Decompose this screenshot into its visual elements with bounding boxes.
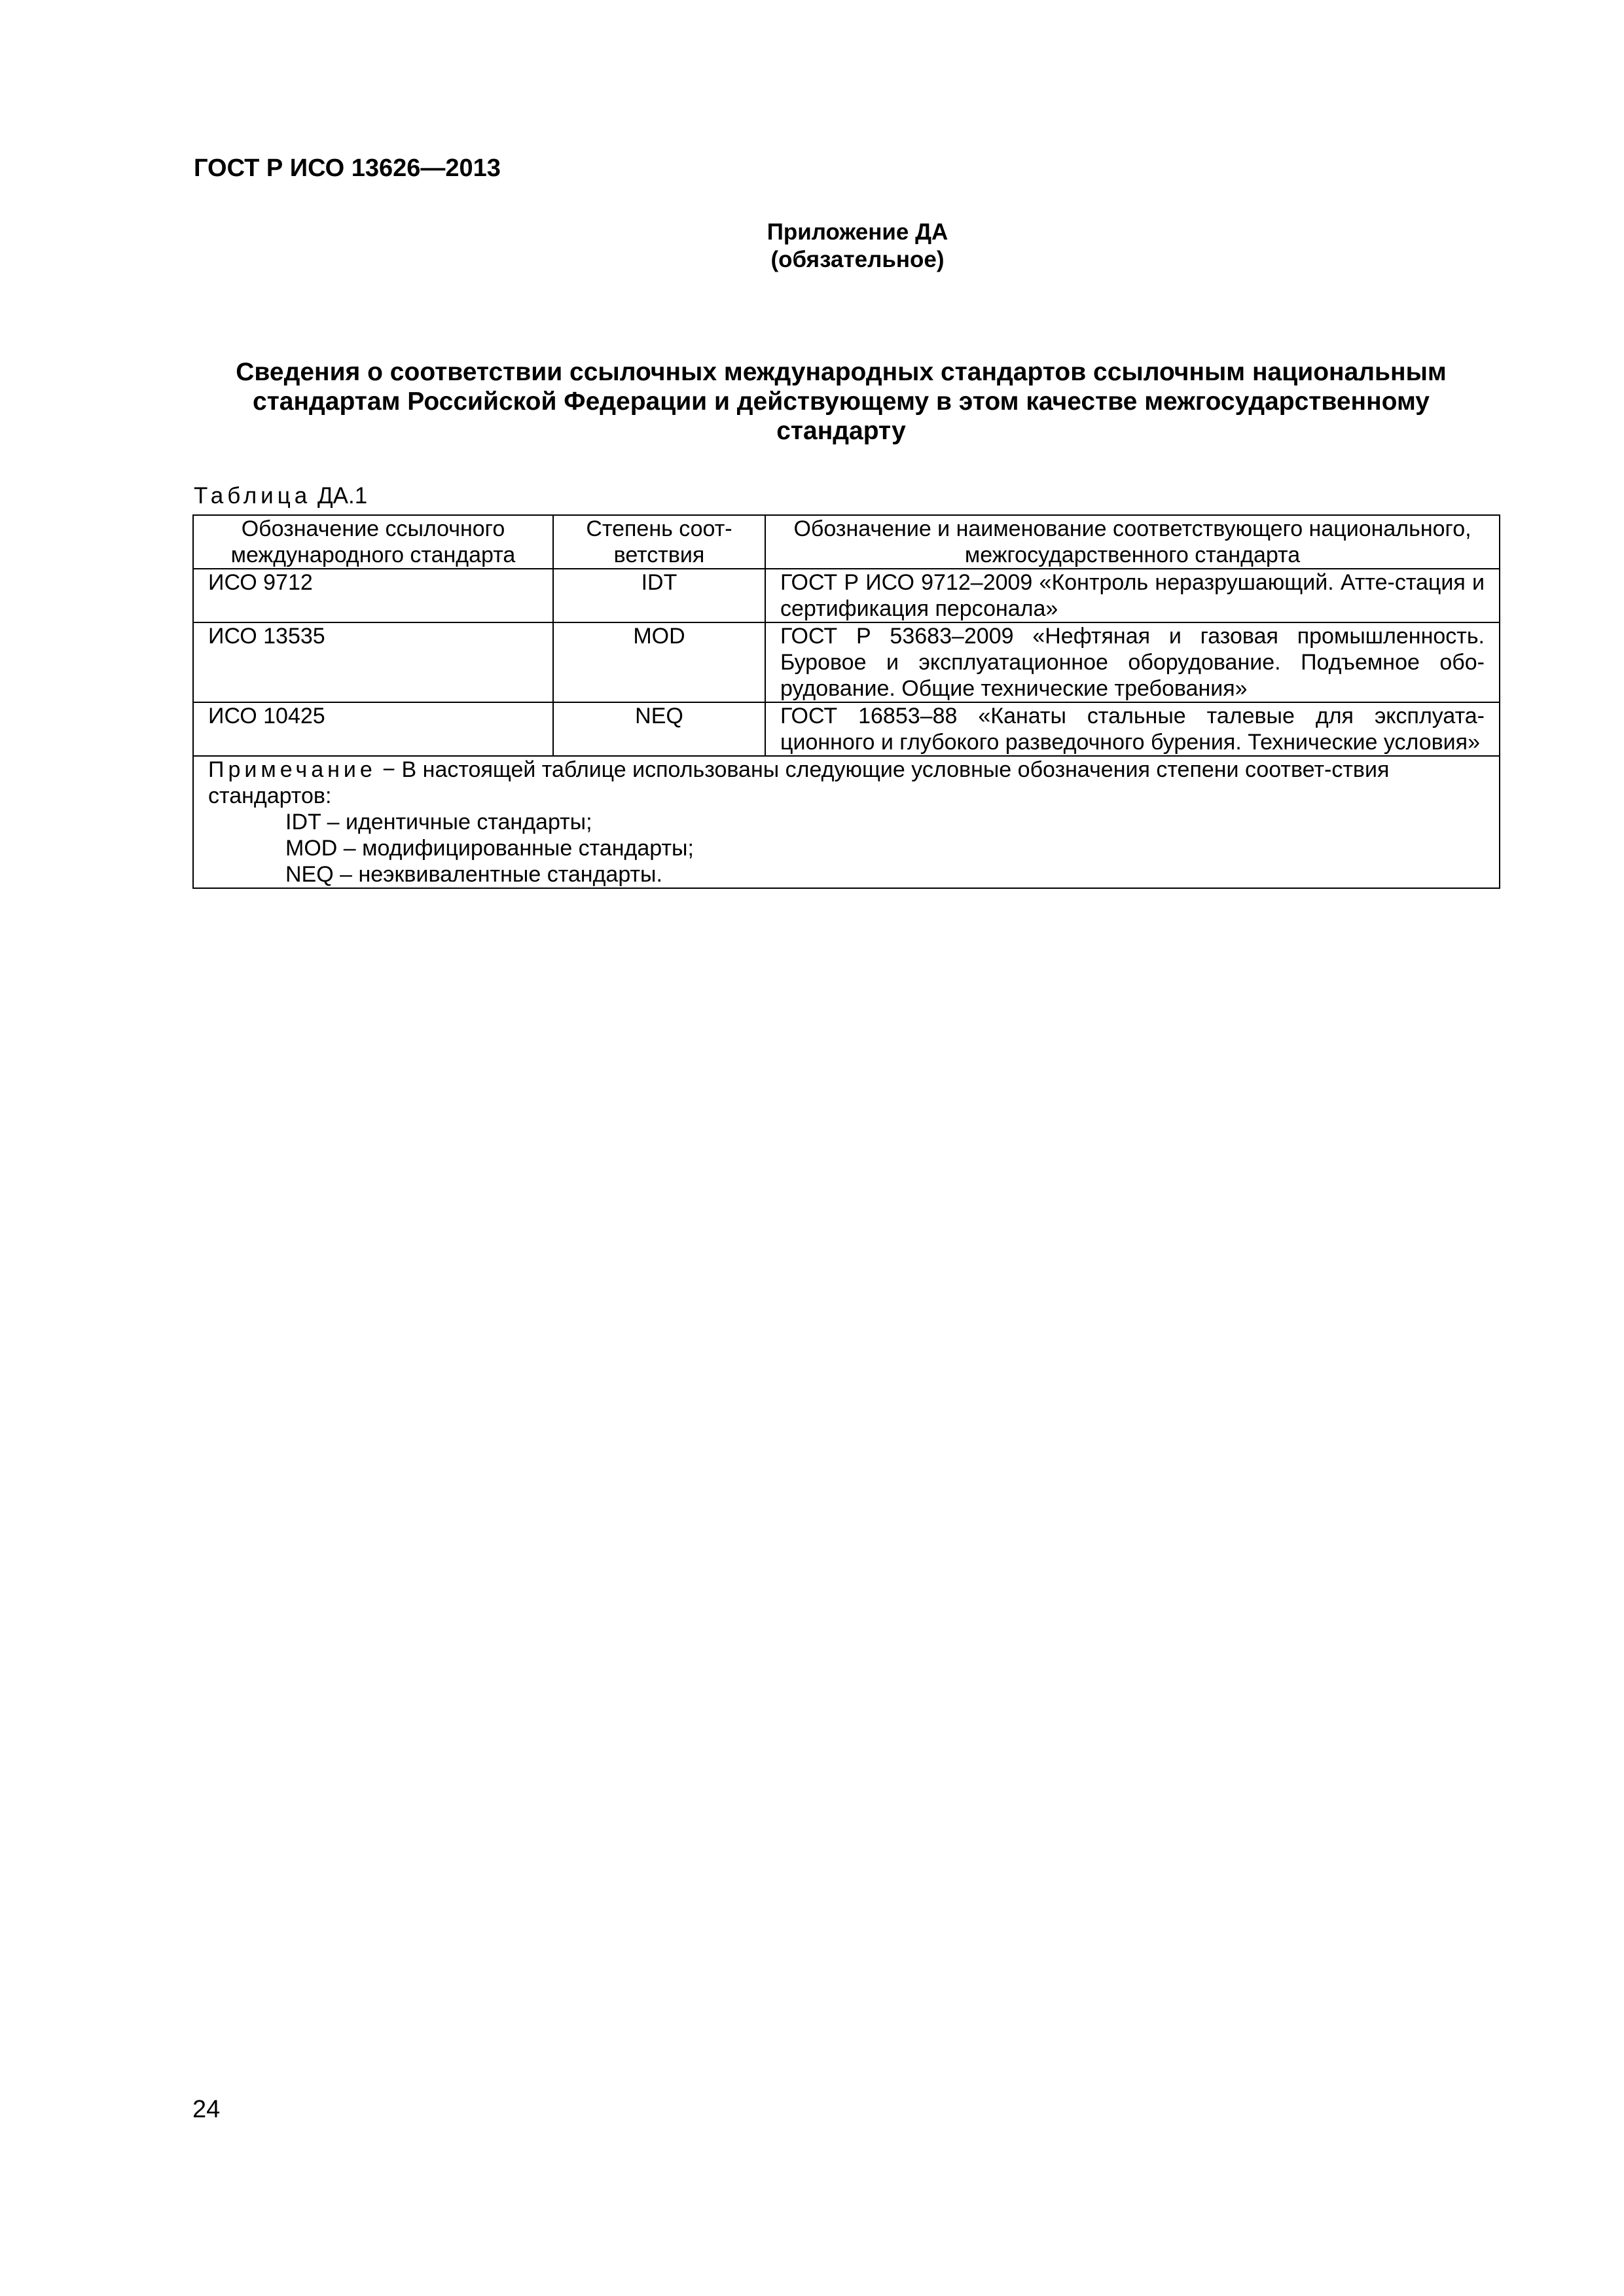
table-note <box>193 756 1500 888</box>
table-note-row <box>193 756 1500 888</box>
cell-national-standard: ГОСТ 16853–88 «Канаты стальные талевые для эксплуата-ционного и глубокого разведочного бурения. Технические условия» <box>765 702 1500 756</box>
cell-degree: NEQ <box>553 702 765 756</box>
table-header-row <box>193 515 1500 569</box>
table-row <box>193 569 1500 622</box>
cell-degree: IDT <box>553 569 765 622</box>
note-item: NEQ – неэквивалентные стандарты. <box>285 862 662 887</box>
column-header-national: Обозначение и наименование соответствующего национального, межгосударственного стандарта <box>765 515 1500 569</box>
table-caption-number: ДА.1 <box>317 483 368 509</box>
document-code: ГОСТ Р ИСО 13626—2013 <box>194 154 501 182</box>
column-header-intl: Обозначение ссылочного международного стандарта <box>193 515 553 569</box>
cell-intl-standard: ИСО 9712 <box>193 569 553 622</box>
cell-intl-standard: ИСО 13535 <box>193 622 553 702</box>
page-number: 24 <box>192 2096 221 2123</box>
column-header-degree: Степень соот-ветствия <box>553 515 765 569</box>
note-label: Примечание <box>208 757 376 782</box>
appendix-title: Приложение ДА <box>767 219 948 245</box>
table-row <box>193 622 1500 702</box>
cell-degree: MOD <box>553 622 765 702</box>
table-caption <box>194 483 367 509</box>
correspondence-table <box>192 514 1500 889</box>
cell-national-standard: ГОСТ Р 53683–2009 «Нефтяная и газовая промышленность. Буровое и эксплуатационное оборудование. Подъемное обо-рудование. Общие технические требования» <box>765 622 1500 702</box>
appendix-heading <box>674 219 1041 274</box>
cell-national-standard: ГОСТ Р ИСО 9712–2009 «Контроль неразрушающий. Атте-стация и сертификация персонала» <box>765 569 1500 622</box>
table-caption-word: Таблица <box>194 483 312 509</box>
note-intro <box>208 757 1485 809</box>
note-text: − В настоящей таблице использованы следующие условные обозначения степени соответ-ствия стандартов: <box>208 757 1390 808</box>
appendix-status: (обязательное) <box>770 247 945 272</box>
note-item: MOD – модифицированные стандарты; <box>285 836 694 861</box>
table-row <box>193 702 1500 756</box>
note-item: IDT – идентичные стандарты; <box>285 810 592 834</box>
cell-intl-standard: ИСО 10425 <box>193 702 553 756</box>
section-title: Сведения о соответствии ссылочных международных стандартов ссылочным национальным стандартам Российской Федерации и действующему в этом качестве межгосударственному стандарту <box>236 358 1447 445</box>
